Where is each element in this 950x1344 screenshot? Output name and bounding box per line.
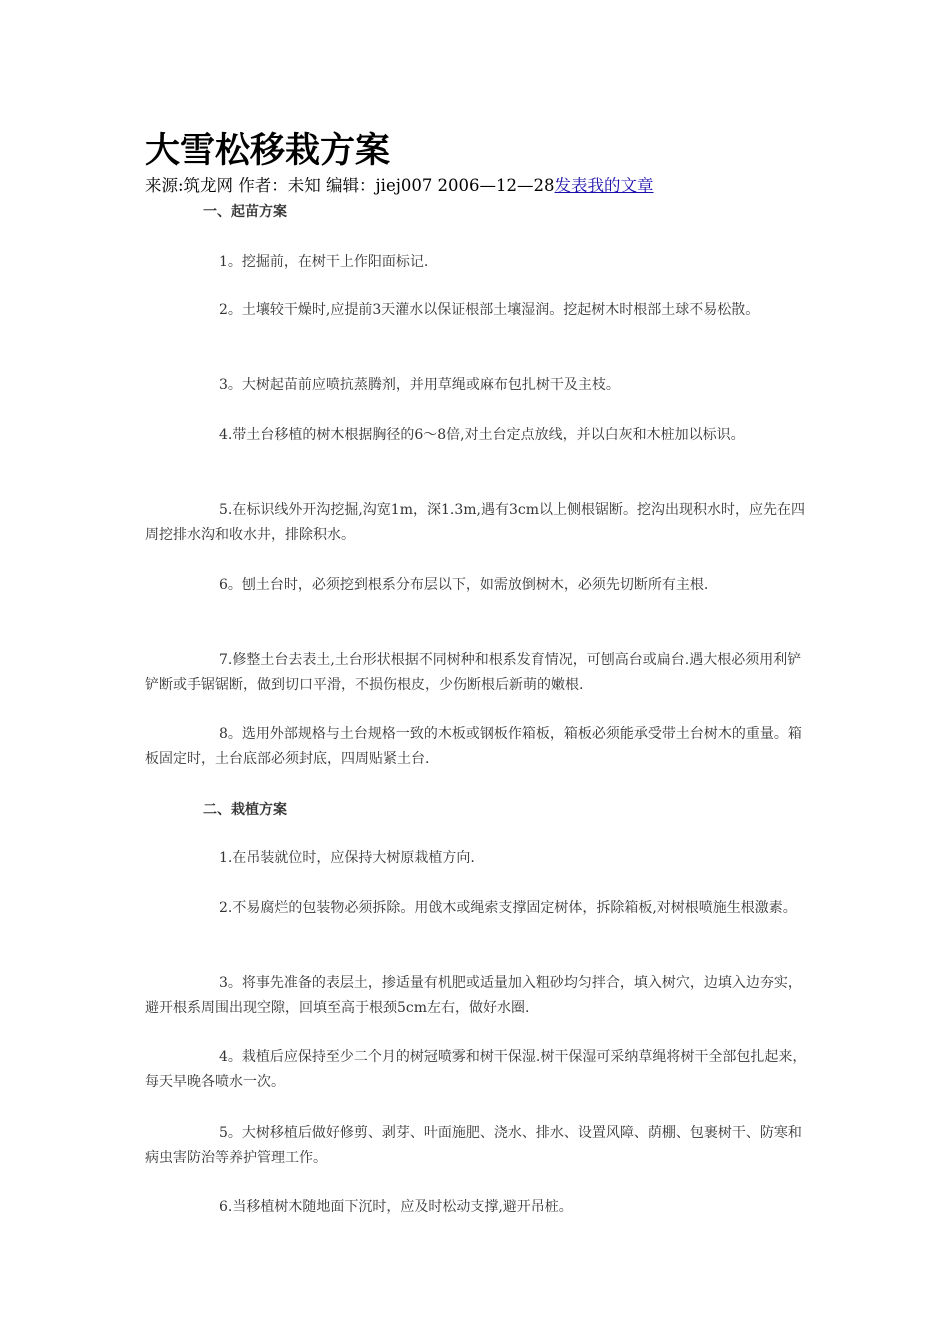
paragraph: 5.在标识线外开沟挖掘,沟宽1m，深1.3m,遇有3cm以上侧根锯断。挖沟出现积水时，应先在四周挖排水沟和收水井，排除积水。 xyxy=(145,502,806,543)
paragraph: 1。挖掘前，在树干上作阳面标记. xyxy=(219,254,429,270)
article-meta xyxy=(145,174,654,198)
paragraph: 3。大树起苗前应喷抗蒸腾剂，并用草绳或麻布包扎树干及主枝。 xyxy=(219,377,620,393)
paragraph: 7.修整土台去表土,土台形状根据不同树种和根系发育情况，可刨高台或扁台.遇大根必须用利铲铲断或手锯锯断，做到切口平滑，不损伤根皮，少伤断根后新萌的嫩根. xyxy=(145,652,802,693)
section-heading-planting: 二、栽植方案 xyxy=(203,802,287,818)
article-title: 大雪松移栽方案 xyxy=(145,130,391,171)
publish-my-article-link[interactable]: 发表我的文章 xyxy=(554,176,654,195)
paragraph: 3。将事先准备的表层土，掺适量有机肥或适量加入粗砂均匀拌合，填入树穴，边填入边夯实，避开根系周围出现空隙，回填至高于根颈5cm左右，做好水圈. xyxy=(145,975,802,1016)
paragraph: 1.在吊装就位时，应保持大树原栽植方向. xyxy=(219,850,475,866)
paragraph: 2.不易腐烂的包装物必须拆除。用戗木或绳索支撑固定树体，拆除箱板,对树根喷施生根激素。 xyxy=(219,900,797,916)
paragraph: 5。大树移植后做好修剪、剥芽、叶面施肥、浇水、排水、设置风障、荫棚、包裹树干、防寒和病虫害防治等养护管理工作。 xyxy=(145,1125,802,1166)
paragraph: 4。栽植后应保持至少二个月的树冠喷雾和树干保湿.树干保湿可采纳草绳将树干全部包扎起来，每天早晚各喷水一次。 xyxy=(145,1049,807,1090)
paragraph: 6.当移植树木随地面下沉时，应及时松动支撑,避开吊桩。 xyxy=(219,1199,573,1215)
meta-source-author-editor-date: 来源:筑龙网 作者：未知 编辑：jiej007 2006—12—28 xyxy=(145,176,555,195)
paragraph: 4.带土台移植的树木根据胸径的6～8倍,对土台定点放线，并以白灰和木桩加以标识。 xyxy=(219,427,745,443)
section-heading-lifting: 一、起苗方案 xyxy=(203,204,287,220)
paragraph: 2。土壤较干燥时,应提前3天灌水以保证根部土壤湿润。挖起树木时根部土球不易松散。 xyxy=(219,302,760,318)
paragraph: 6。刨土台时，必须挖到根系分布层以下，如需放倒树木，必须先切断所有主根. xyxy=(219,577,709,593)
paragraph: 8。选用外部规格与土台规格一致的木板或钢板作箱板，箱板必须能承受带土台树木的重量。箱板固定时，土台底部必须封底，四周贴紧土台. xyxy=(145,726,802,767)
